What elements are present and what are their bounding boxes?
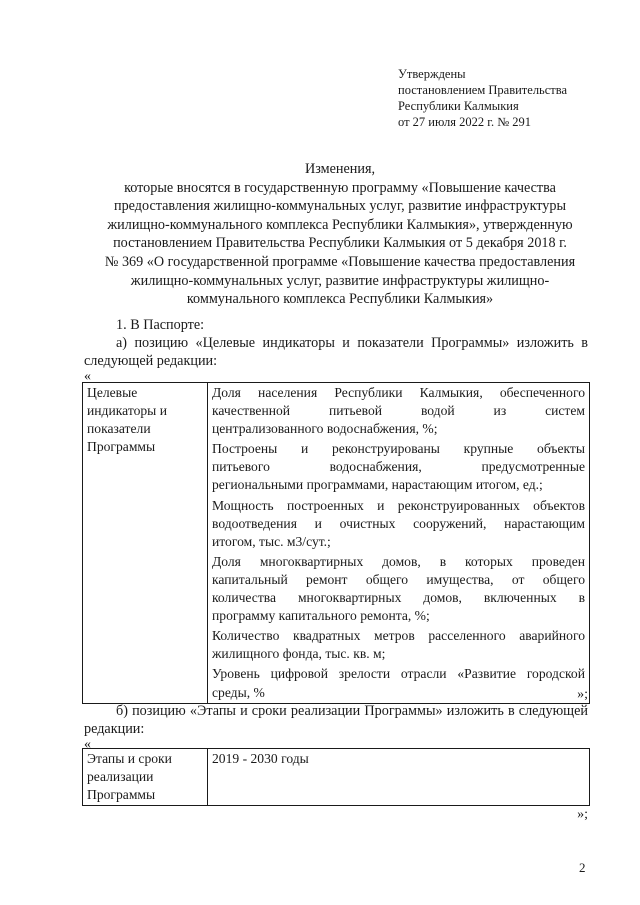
indicator-line: среды, % [212,684,265,700]
indicator-values-cell [208,383,590,704]
indicator-line: Уровень цифровой зрелости отрасли «Развитие городской [212,666,585,682]
indicator-line: водоотведения и очистных сооружений, нарастающим [212,515,585,531]
passport-table-stages [82,748,590,806]
approval-stamp [398,66,618,130]
indicator-line: централизованного водоснабжения, %; [212,421,438,437]
stages-label-cell [83,749,208,806]
label-line: Программы [87,439,156,455]
indicator-line: качественной питьевой водой из систем [212,403,585,419]
passport-table-indicators [82,382,590,704]
indicator-entry [212,553,585,625]
section-heading: 1. В Паспорте: [116,317,205,333]
indicator-line: Количество квадратных метров расселенного аварийного [212,628,585,644]
indicator-entry [212,627,585,663]
indicator-line: Построены и реконструированы крупные объекты [212,441,585,457]
opening-quote: « [84,369,91,384]
approval-line: Республики Калмыкия [398,99,519,113]
title-heading: Изменения, [304,161,376,177]
title-line: жилищно-коммунального комплекса Республики Калмыкия», утвержденную [107,216,573,233]
label-line: Этапы и сроки [87,751,172,766]
indicator-label-cell [83,383,208,704]
stages-value: 2019 - 2030 годы [212,751,309,766]
indicator-line: питьевого водоснабжения, предусмотренные [212,459,585,475]
indicator-entry [212,665,585,701]
approval-line: от 27 июля 2022 г. № 291 [398,115,532,129]
title-line: предоставления жилищно-коммунальных услуг, развитие инфраструктуры [113,198,567,215]
label-line: реализации [87,769,154,785]
indicator-line: капитальный ремонт общего имущества, от общего [212,571,585,587]
indicator-line: Доля населения Республики Калмыкия, обеспеченного [212,385,585,400]
indicator-line: количества многоквартирных домов, включенных в [212,590,585,606]
title-line: которые вносятся в государственную программу «Повышение качества [124,179,556,196]
title-line: постановлением Правительства Республики Калмыкия от 5 декабря 2018 г. [113,235,567,252]
closing-quote: »; [577,807,588,822]
indicator-entry [212,440,585,494]
indicator-line: Мощность построенных и реконструированных объектов [212,497,585,513]
item-a-text: а) позицию «Целевые индикаторы и показатели Программы» изложить в следующей редакции: [84,335,588,369]
label-line: показатели [87,421,151,437]
indicator-line: программу капитального ремонта, %; [212,608,430,624]
opening-quote: « [84,737,91,752]
stages-value-cell [208,749,590,806]
indicator-line: региональными программами, нарастающим итогом, ед.; [212,477,543,493]
page-number: 2 [579,860,586,875]
indicator-entry [212,384,585,438]
label-line: индикаторы и [87,403,167,419]
label-line: Программы [87,787,156,803]
closing-quote: »; [577,687,588,702]
label-line: Целевые [87,385,138,400]
title-line: коммунального комплекса Республики Калмыкия» [186,291,494,308]
indicator-line: итогом, тыс. м3/сут.; [212,533,331,549]
indicator-line: Доля многоквартирных домов, в которых проведен [212,553,585,569]
approval-line: Утверждены [398,67,466,81]
item-b-text: б) позицию «Этапы и сроки реализации Программы» изложить в следующей редакции: [84,703,588,737]
indicator-entry [212,497,585,551]
indicator-line: жилищного фонда, тыс. кв. м; [212,646,386,662]
approval-line: постановлением Правительства [398,83,568,97]
title-line: № 369 «О государственной программе «Повышение качества предоставления [104,253,576,270]
title-line: жилищно-коммунальных услуг, развитие инфраструктуры жилищно- [130,272,550,289]
document-title [60,160,620,309]
